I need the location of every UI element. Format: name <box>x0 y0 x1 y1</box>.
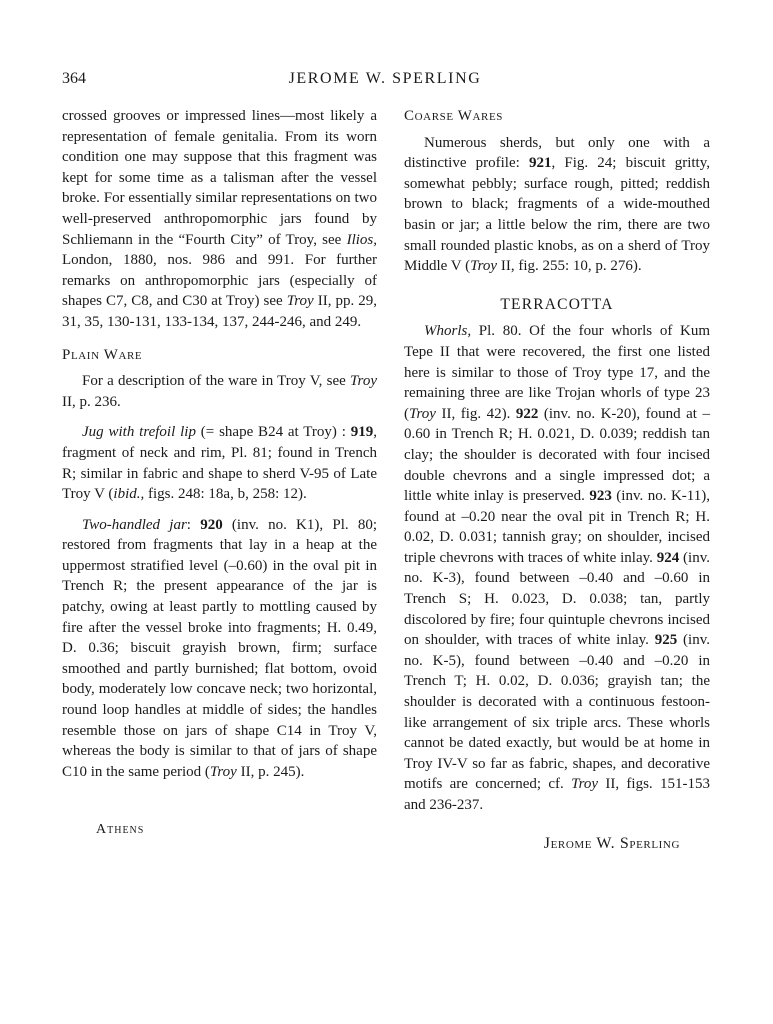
page-header <box>62 70 708 94</box>
section-heading-coarse-wares: Coarse Wares <box>404 108 504 124</box>
section-heading-plain-ware: Plain Ware <box>62 346 143 363</box>
paragraph: For a description of the ware in Troy V, see Troy II, p. 236. <box>62 373 377 410</box>
paragraph: crossed grooves or impressed lines—most likely a representation of female genitalia. From its worn condition one may suppose that this fragment was kept for some time as a talisman after the vessel broke. For essentially similar representations on two well-preserved anthropomorphic jars found by Schliemann in the “Fourth City” of Troy, see Ilios, London, 1880, nos. 986 and 991. For further remarks on anthropomorphic jars (especially of shapes C7, C8, and C30 at Troy) see Troy II, pp. 29, 31, 35, 130-131, 133-134, 137, 244-246, and 249. <box>62 108 377 330</box>
page-number: 364 <box>62 70 86 87</box>
place-line: Athens <box>96 822 145 837</box>
section-heading-terracotta: TERRACOTTA <box>500 295 614 313</box>
catalog-entry-921: Numerous sherds, but only one with a distinctive profile: 921, Fig. 24; biscuit gritty, somewhat pebbly; surface rough, pitted; reddish brown to black; fragments of a wide-mouthed basin or jar; a little below the rim, there are two small rounded plastic knobs, as on a sherd of Troy Middle V (Troy II, fig. 255: 10, p. 276). <box>404 134 711 275</box>
catalog-entry-919: Jug with trefoil lip (= shape B24 at Troy) : 919, fragment of neck and rim, Pl. 81; found in Trench R; similar in fabric and shape to sherd V-95 of Late Troy V (ibid., figs. 248: 18a, b, 258: 12). <box>62 424 377 503</box>
catalog-entry-920: Two-handled jar: 920 (inv. no. K1), Pl. 80; restored from fragments that lay in a heap at the uppermost stratified level (–0.60) in the oval pit in Trench R; the present appearance of the jar is patchy, owing at least partly to mottling caused by fire after the vessel broke into fragments; H. 0.49, D. 0.36; biscuit grayish brown, firm; surface smoothed and partly burnished; flat bottom, ovoid body, moderately low concave neck; two horizontal, round loop handles at middle of sides; the handles resemble those on jars of shape C14 in Troy V, whereas the body is similar to that of jars of shape C10 in the same period (Troy II, p. 245). <box>62 516 378 780</box>
left-column <box>62 106 377 782</box>
catalog-entry-whorls: Whorls, Pl. 80. Of the four whorls of Kum Tepe II that were recovered, the first one listed here is similar to those of Troy type 17, and the remaining three are like Trojan whorls of type 23 (Troy II, fig. 42). 922 (inv. no. K-20), found at –0.60 in Trench R; H. 0.021, D. 0.039; reddish tan clay; the shoulder is decorated with four incised double chevrons and a single impressed dot; a little white inlay is preserved. 923 (inv. no. K-11), found at –0.20 near the oval pit in Trench R; H. 0.02, D. 0.031; tannish gray; on shoulder, incised triple chevrons with traces of white inlay. 924 (inv. no. K-3), found between –0.40 and –0.60 in Trench S; H. 0.023, D. 0.038; tan, partly discolored by fire; four quintuple chevrons incised on shoulder, with traces of white inlay. 925 (inv. no. K-5), found between –0.40 and –0.20 in Trench T; H. 0.02, D. 0.036; grayish tan; the shoulder is decorated with a continuous festoon-like arrangement of six triple arcs. These whorls cannot be dated exactly, but would be at home in Troy IV-V so far as fabric, shapes, and decorative motifs are concerned; cf. Troy II, figs. 151-153 and 236-237. <box>404 323 710 813</box>
running-head: JEROME W. SPERLING <box>288 70 482 87</box>
right-column <box>404 106 710 854</box>
author-signature: Jerome W. Sperling <box>543 834 680 852</box>
